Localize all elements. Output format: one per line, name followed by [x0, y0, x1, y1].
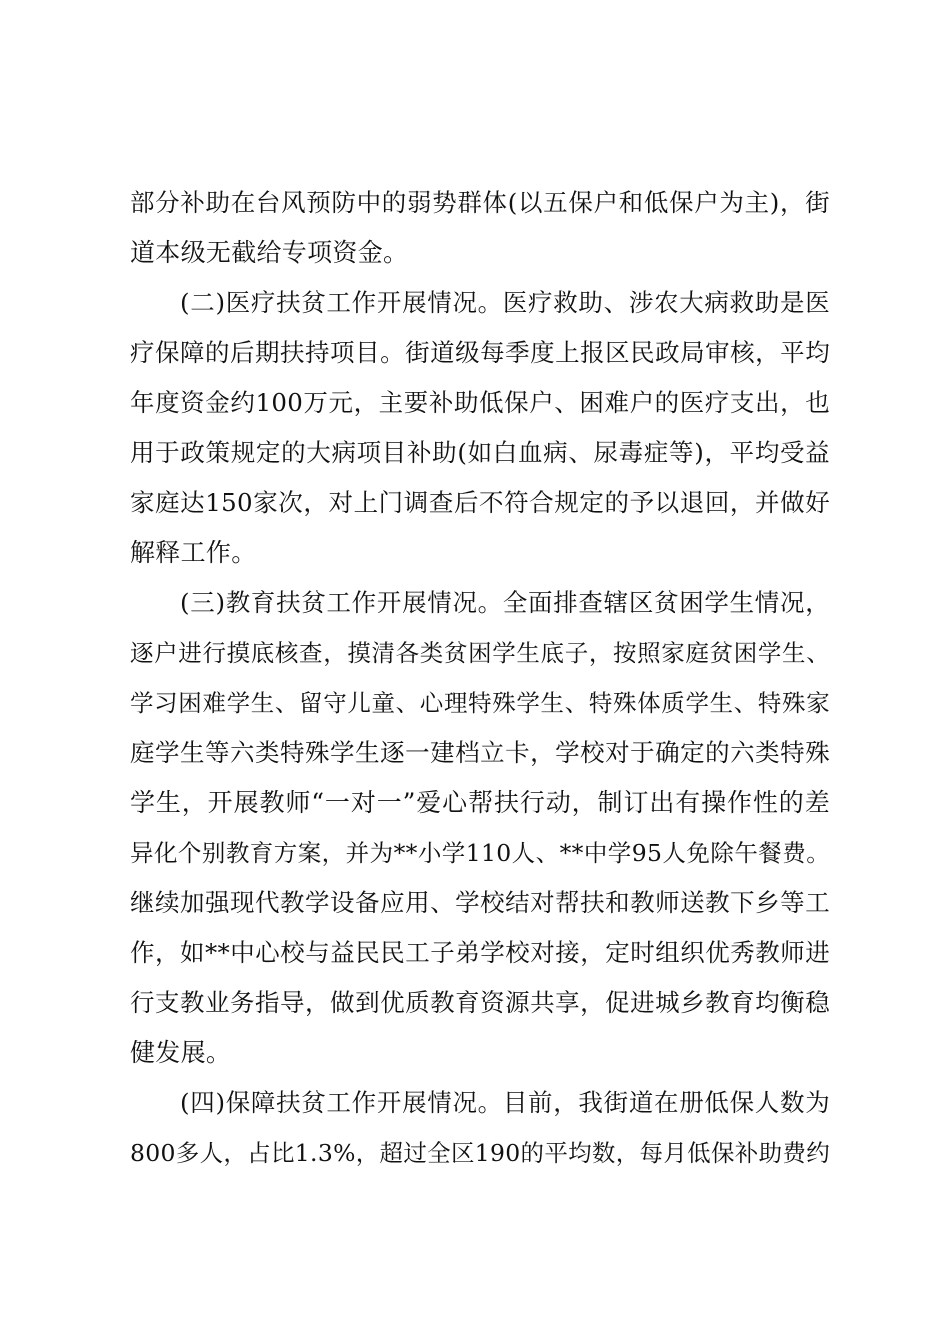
text-line: 解释工作。: [130, 538, 257, 567]
text-line: 家庭达150家次，对上门调查后不符合规定的予以退回，并做好: [130, 488, 830, 517]
paragraph-heading-line: (三)教育扶贫工作开展情况。全面排查辖区贫困学生情况，: [180, 588, 830, 617]
text-line: 继续加强现代教学设备应用、学校结对帮扶和教师送教下乡等工: [130, 888, 830, 917]
text-line: 道本级无截给专项资金。: [130, 238, 409, 267]
text-line: 逐户进行摸底核查，摸清各类贫困学生底子，按照家庭贫困学生、: [130, 639, 830, 667]
text-line: 行支教业务指导，做到优质教育资源共享，促进城乡教育均衡稳: [130, 988, 830, 1017]
text-line: 部分补助在台风预防中的弱势群体(以五保户和低保户为主)，街: [130, 188, 830, 217]
text-line: 800多人，占比1.3%，超过全区190的平均数，每月低保补助费约: [130, 1139, 830, 1167]
text-line: 作，如**中心校与益民民工子弟学校对接，定时组织优秀教师进: [130, 938, 830, 967]
text-line: 年度资金约100万元，主要补助低保户、困难户的医疗支出，也: [130, 388, 830, 417]
paragraph-heading-line: (二)医疗扶贫工作开展情况。医疗救助、涉农大病救助是医: [180, 288, 830, 317]
text-line: 疗保障的后期扶持项目。街道级每季度上报区民政局审核，平均: [130, 338, 830, 367]
text-line: 学习困难学生、留守儿童、心理特殊学生、特殊体质学生、特殊家: [130, 689, 830, 717]
paragraph-heading-line: (四)保障扶贫工作开展情况。目前，我街道在册低保人数为: [180, 1088, 830, 1117]
text-line: 异化个别教育方案，并为**小学110人、**中学95人免除午餐费。: [130, 839, 830, 867]
text-line: 健发展。: [130, 1038, 232, 1067]
text-line: 用于政策规定的大病项目补助(如白血病、尿毒症等)，平均受益: [130, 438, 830, 467]
text-line: 庭学生等六类特殊学生逐一建档立卡，学校对于确定的六类特殊: [130, 738, 830, 767]
text-line: 学生，开展教师“一对一”爱心帮扶行动，制订出有操作性的差: [130, 788, 830, 817]
